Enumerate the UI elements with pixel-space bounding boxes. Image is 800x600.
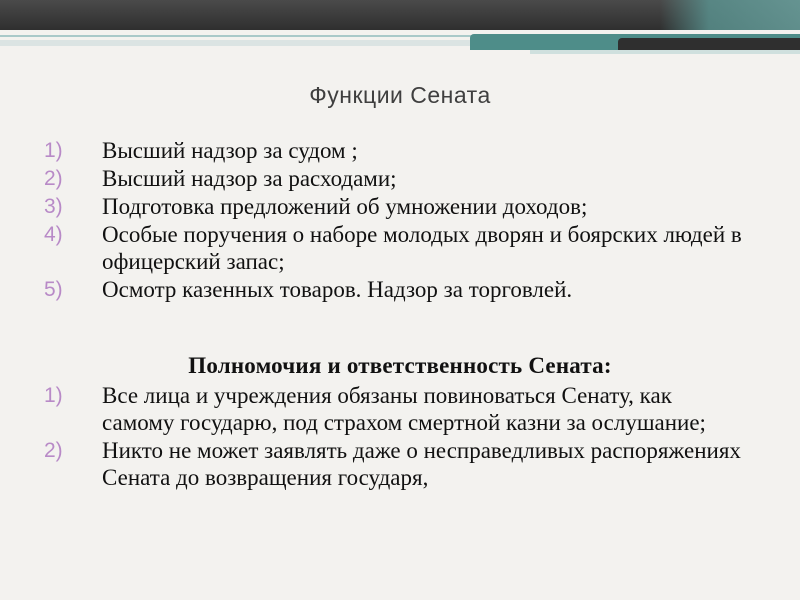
list-item (44, 137, 744, 164)
list-number: 1) (44, 139, 63, 162)
decor-line-light (0, 40, 480, 46)
list-text: Высший надзор за расходами; (102, 166, 397, 191)
list-item (44, 165, 744, 192)
header-accent (660, 0, 800, 30)
list-item (44, 382, 744, 436)
list-number: 2) (44, 167, 63, 190)
list-item (44, 221, 744, 275)
list-number: 4) (44, 223, 63, 246)
list-text: Все лица и учреждения обязаны повиноваться Сенату, как самому государю, под страхом смертной казни за ослушание; (102, 383, 706, 435)
header-bar (0, 0, 800, 30)
list-number: 1) (44, 384, 63, 407)
powers-list (44, 382, 744, 492)
slide-title: Функции Сената (309, 82, 491, 108)
list-number: 3) (44, 195, 63, 218)
list-item (44, 437, 744, 491)
list-item (44, 276, 744, 303)
list-number: 5) (44, 278, 63, 301)
decor-tab-light (530, 50, 800, 54)
list-text: Высший надзор за судом ; (102, 138, 358, 163)
powers-heading: Полномочия и ответственность Сената: (188, 353, 612, 378)
list-item (44, 193, 744, 220)
list-text: Осмотр казенных товаров. Надзор за торговлей. (102, 277, 573, 302)
list-text: Особые поручения о наборе молодых дворян и боярских людей в офицерский запас; (102, 222, 742, 274)
list-text: Подготовка предложений об умножении доходов; (102, 194, 588, 219)
list-number: 2) (44, 439, 63, 462)
list-text: Никто не может заявлять даже о несправедливых распоряжениях Сената до возвращения государя, (102, 438, 741, 490)
functions-list (44, 137, 744, 304)
